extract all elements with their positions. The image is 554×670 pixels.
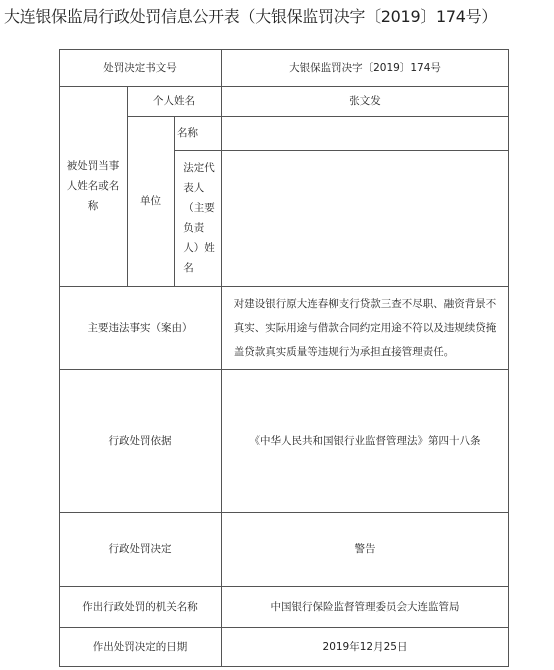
unit-name-label: 名称	[177, 127, 198, 139]
facts-line: 对建设银行原大连春柳支行贷款三查不尽职、融资背景不	[233, 297, 497, 310]
facts-line: 盖贷款真实质量等违规行为承担直接管理责任。	[233, 345, 455, 358]
authority-value: 中国银行保险监督管理委员会大连监管局	[270, 600, 460, 613]
legal-rep-label-line: 表人	[183, 182, 205, 194]
legal-rep-label-line: 人）姓	[183, 242, 215, 254]
legal-rep-label-text	[180, 158, 215, 278]
legal-rep-label-line: 法定代	[183, 162, 215, 174]
date-label: 作出处罚决定的日期	[92, 641, 188, 653]
facts-text	[228, 292, 503, 364]
unit-label: 单位	[140, 195, 161, 207]
basis-label: 行政处罚依据	[108, 434, 172, 447]
party-label: 被处罚当事人姓名或名称	[66, 160, 120, 212]
facts-value	[221, 286, 509, 369]
legal-rep-label	[174, 150, 221, 286]
date-value: 2019年12月25日	[322, 641, 408, 653]
doc-no-label: 处罚决定书文号	[103, 61, 177, 74]
basis-value: 《中华人民共和国银行业监督管理法》第四十八条	[249, 434, 481, 447]
decision-value: 警告	[354, 543, 376, 555]
legal-rep-label-line: 负责	[183, 222, 205, 234]
authority-label: 作出行政处罚的机关名称	[82, 600, 198, 613]
decision-label: 行政处罚决定	[108, 543, 172, 555]
legal-rep-label-line: （主要	[183, 202, 215, 214]
unit-name-value	[221, 116, 509, 150]
facts-line: 真实、实际用途与借款合同约定用途不符以及违规续贷掩	[233, 321, 497, 334]
doc-no-value: 大银保监罚决字〔2019〕174号	[289, 61, 441, 74]
person-value: 张文发	[349, 95, 381, 107]
page-title: 大连银保监局行政处罚信息公开表（大银保监罚决字〔2019〕174号）	[4, 7, 498, 26]
legal-rep-label-line: 名	[183, 262, 194, 274]
facts-label: 主要违法事实（案由）	[87, 321, 193, 334]
legal-rep-value	[221, 150, 509, 286]
person-label: 个人姓名	[153, 95, 195, 107]
